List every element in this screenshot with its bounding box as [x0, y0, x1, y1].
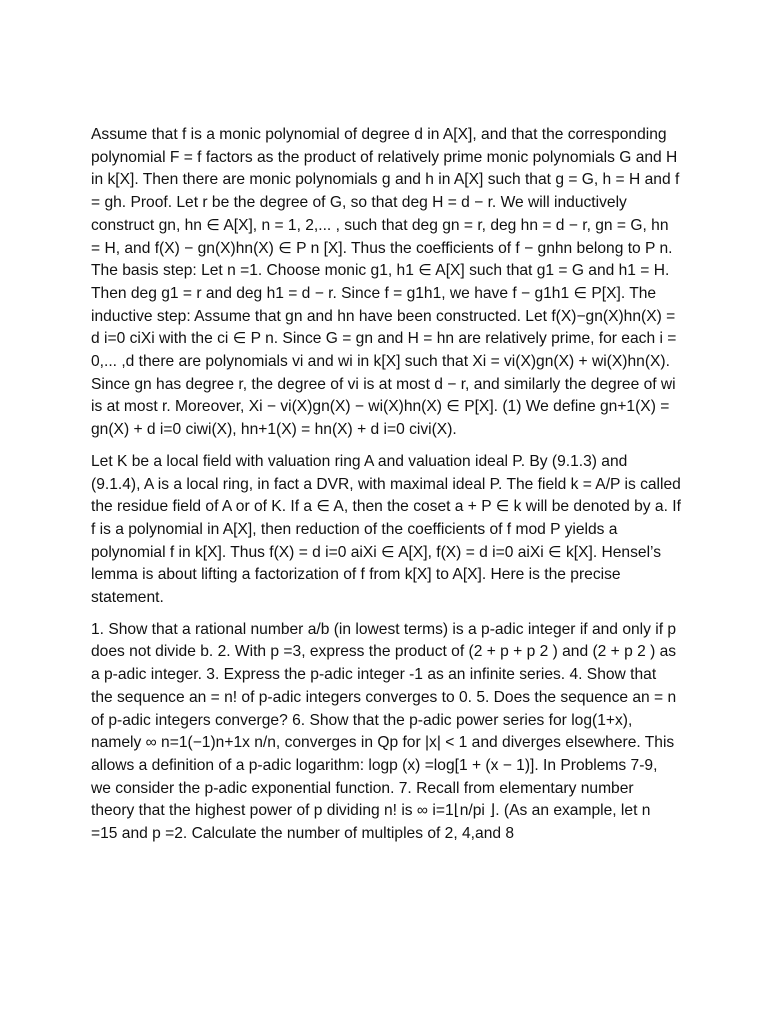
paragraph-local-field: Let K be a local field with valuation ring A and valuation ideal P. By (9.1.3) and (9.1.4), A is a local ring, in fact a DVR, with maximal ideal P. The field k = A/P is called the residue field of A or of K. If a ∈ A, then the coset a + P ∈ k will be denoted by a. If f is a polynomial in A[X], then reduction of the coefficients of f mod P yields a polynomial f in k[X]. Thus f(X) = d i=0 aiXi ∈ A[X], f(X) = d i=0 aiXi ∈ k[X]. Hensel’s lemma is about lifting a factorization of f from k[X] to A[X]. Here is the precise statement. — [91, 452, 681, 607]
document-body — [91, 124, 681, 855]
paragraph-hensel-proof: Assume that f is a monic polynomial of degree d in A[X], and that the corresponding polynomial F = f factors as the product of relatively prime monic polynomials G and H in k[X]. Then there are monic polynomials g and h in A[X] such that g = G, h = H and f = gh. Proof. Let r be the degree of G, so that deg H = d − r. We will inductively construct gn, hn ∈ A[X], n = 1, 2,... , such that deg gn = r, deg hn = d − r, gn = G, hn = H, and f(X) − gn(X)hn(X) ∈ P n [X]. Thus the coefficients of f − gnhn belong to P n. The basis step: Let n =1. Choose monic g1, h1 ∈ A[X] such that g1 = G and h1 = H. Then deg g1 = r and deg h1 = d − r. Since f = g1h1, we have f − g1h1 ∈ P[X]. The inductive step: Assume that gn and hn have been constructed. Let f(X)−gn(X)hn(X) = d i=0 ciXi with the ci ∈ P n. Since G = gn and H = hn are relatively prime, for each i = 0,... ,d there are polynomials vi and wi in k[X] such that Xi = vi(X)gn(X) + wi(X)hn(X). Since gn has degree r, the degree of vi is at most d − r, and similarly the degree of wi is at most r. Moreover, Xi − vi(X)gn(X) − wi(X)hn(X) ∈ P[X]. (1) We define gn+1(X) = gn(X) + d i=0 ciwi(X), hn+1(X) = hn(X) + d i=0 civi(X). — [91, 126, 680, 439]
paragraph-problems: 1. Show that a rational number a/b (in lowest terms) is a p-adic integer if and only if p does not divide b. 2. With p =3, express the product of (2 + p + p 2 ) and (2 + p 2 ) as a p-adic integer. 3. Express the p-adic integer -1 as an infinite series. 4. Show that the sequence an = n! of p-adic integers converges to 0. 5. Does the sequence an = n of p-adic integers converge? 6. Show that the p-adic power series for log(1+x), namely ∞ n=1(−1)n+1x n/n, converges in Qp for |x| < 1 and diverges elsewhere. This allows a definition of a p-adic logarithm: logp (x) =log[1 + (x − 1)]. In Problems 7-9, we consider the p-adic exponential function. 7. Recall from elementary number theory that the highest power of p dividing n! is ∞ i=1⌊n/pi ⌋. (As an example, let n =15 and p =2. Calculate the number of multiples of 2, 4,and 8 — [91, 620, 677, 843]
